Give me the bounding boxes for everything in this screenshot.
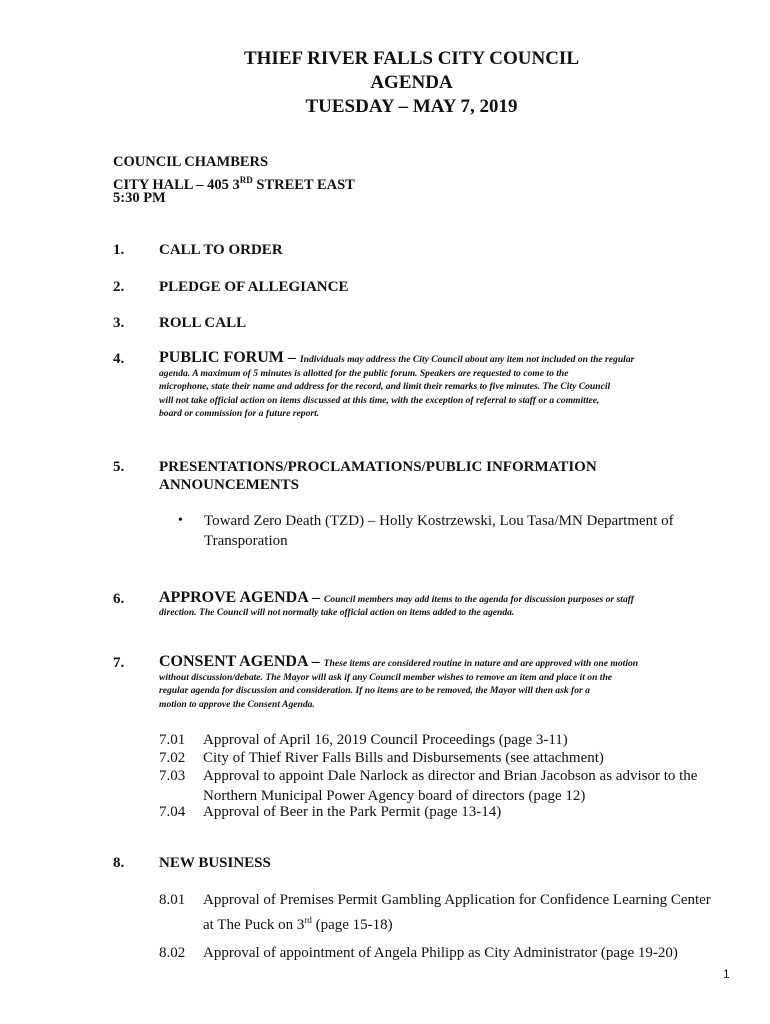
agenda-title-council: THIEF RIVER FALLS CITY COUNCIL (243, 48, 579, 69)
consent-subitem-number: 7.04 (159, 804, 186, 820)
item-heading-announcements: ANNOUNCEMENTS (159, 477, 300, 493)
public-forum-dash: – (283, 349, 300, 366)
consent-agenda-note-line: regular agenda for discussion and consideration. If no items are to be removed, the Mayor will then ask for a (159, 685, 590, 697)
item-heading-approve-agenda (159, 589, 719, 607)
consent-agenda-dash: – (307, 653, 324, 670)
new-business-subitem-text-end: (page 15-18) (311, 917, 393, 933)
public-forum-title: PUBLIC FORUM (159, 349, 284, 366)
public-forum-note-line: Individuals may address the City Council about any item not included on the regular (299, 354, 635, 365)
approve-agenda-note-line: direction. The Council will not normally take official action on items added to the agenda. (159, 607, 515, 618)
item-heading-pledge: PLEDGE OF ALLEGIANCE (159, 279, 349, 295)
bullet-text-line: Toward Zero Death (TZD) – Holly Kostrzewski, Lou Tasa/MN Department of (204, 513, 674, 529)
public-forum-note (159, 367, 719, 420)
bullet-text (204, 511, 674, 551)
new-business-subitem-text-main: at The Puck on 3 (203, 917, 305, 933)
item-number: 2. (113, 279, 125, 295)
consent-subitem-text (203, 766, 723, 806)
agenda-title-date: TUESDAY – MAY 7, 2019 (305, 96, 518, 117)
agenda-title-agenda: AGENDA (370, 72, 453, 93)
new-business-subitem-text-sup: rd (304, 915, 312, 925)
bullet-text-line: Transporation (204, 533, 288, 549)
location-address-main: CITY HALL – 405 3 (113, 176, 240, 193)
new-business-subitem-text-line: Approval of Premises Permit Gambling Application for Confidence Learning Center (203, 892, 711, 908)
consent-agenda-title: CONSENT AGENDA (159, 653, 308, 670)
new-business-subitem-text: Approval of appointment of Angela Philipp as City Administrator (page 19-20) (203, 945, 678, 961)
bullet-icon: • (178, 513, 183, 528)
new-business-subitem-number: 8.01 (159, 892, 186, 908)
consent-subitem-number: 7.02 (159, 750, 186, 766)
page-number: 1 (723, 967, 730, 981)
item-number: 3. (113, 315, 125, 331)
new-business-subitem-number: 8.02 (159, 945, 186, 961)
public-forum-note-line: will not take official action on items discussed at this time, with the exception of referral to staff or a committee, (159, 394, 600, 406)
public-forum-note-line: microphone, state their name and address for the record, and limit their remarks to five minutes. The City Council (159, 381, 611, 393)
item-heading-consent-agenda (159, 653, 719, 671)
new-business-subitem-text (203, 890, 723, 935)
item-number: 4. (113, 351, 125, 367)
consent-subitem-number: 7.01 (159, 732, 186, 748)
approve-agenda-title: APPROVE AGENDA (159, 589, 308, 606)
location-address-street: STREET EAST (252, 176, 355, 193)
location-time: 5:30 PM (113, 190, 166, 206)
item-number: 1. (113, 242, 125, 258)
consent-subitem-text: City of Thief River Falls Bills and Disbursements (see attachment) (203, 750, 604, 766)
item-number: 8. (113, 855, 125, 871)
consent-subitem-number: 7.03 (159, 768, 186, 784)
location-address-sup: RD (239, 175, 253, 185)
consent-subitem-text-line: Northern Municipal Power Agency board of directors (page 12) (203, 788, 586, 804)
new-business-subitem-text-line (203, 910, 723, 935)
consent-subitem-text: Approval of April 16, 2019 Council Proceedings (page 3-11) (203, 732, 568, 748)
item-number: 6. (113, 591, 125, 607)
item-heading-roll-call: ROLL CALL (159, 315, 247, 331)
item-heading-new-business: NEW BUSINESS (159, 855, 271, 871)
consent-subitem-text-line: Approval to appoint Dale Narlock as director and Brian Jacobson as advisor to the (203, 768, 698, 784)
consent-agenda-note-line: without discussion/debate. The Mayor will ask if any Council member wishes to remove an item and place it on the (159, 672, 613, 683)
item-heading-presentations: PRESENTATIONS/PROCLAMATIONS/PUBLIC INFORMATION (159, 459, 597, 475)
item-heading-public-forum (159, 349, 719, 367)
item-number: 7. (113, 655, 125, 671)
public-forum-note-line: board or commission for a future report. (159, 407, 320, 419)
approve-agenda-dash: – (307, 589, 324, 606)
consent-agenda-note-line: These items are considered routine in nature and are approved with one motion (323, 658, 639, 669)
approve-agenda-note (159, 606, 719, 619)
consent-agenda-note-line: motion to approve the Consent Agenda. (159, 698, 315, 710)
consent-subitem-text: Approval of Beer in the Park Permit (page 13-14) (203, 804, 502, 820)
item-heading-call-to-order: CALL TO ORDER (159, 242, 283, 258)
public-forum-note-line: agenda. A maximum of 5 minutes is allotted for the public forum. Speakers are requested to come to the (159, 368, 569, 379)
location-chambers: COUNCIL CHAMBERS (113, 154, 269, 170)
item-number: 5. (113, 459, 125, 475)
approve-agenda-note-line: Council members may add items to the agenda for discussion purposes or staff (323, 594, 634, 605)
consent-agenda-note (159, 671, 719, 711)
